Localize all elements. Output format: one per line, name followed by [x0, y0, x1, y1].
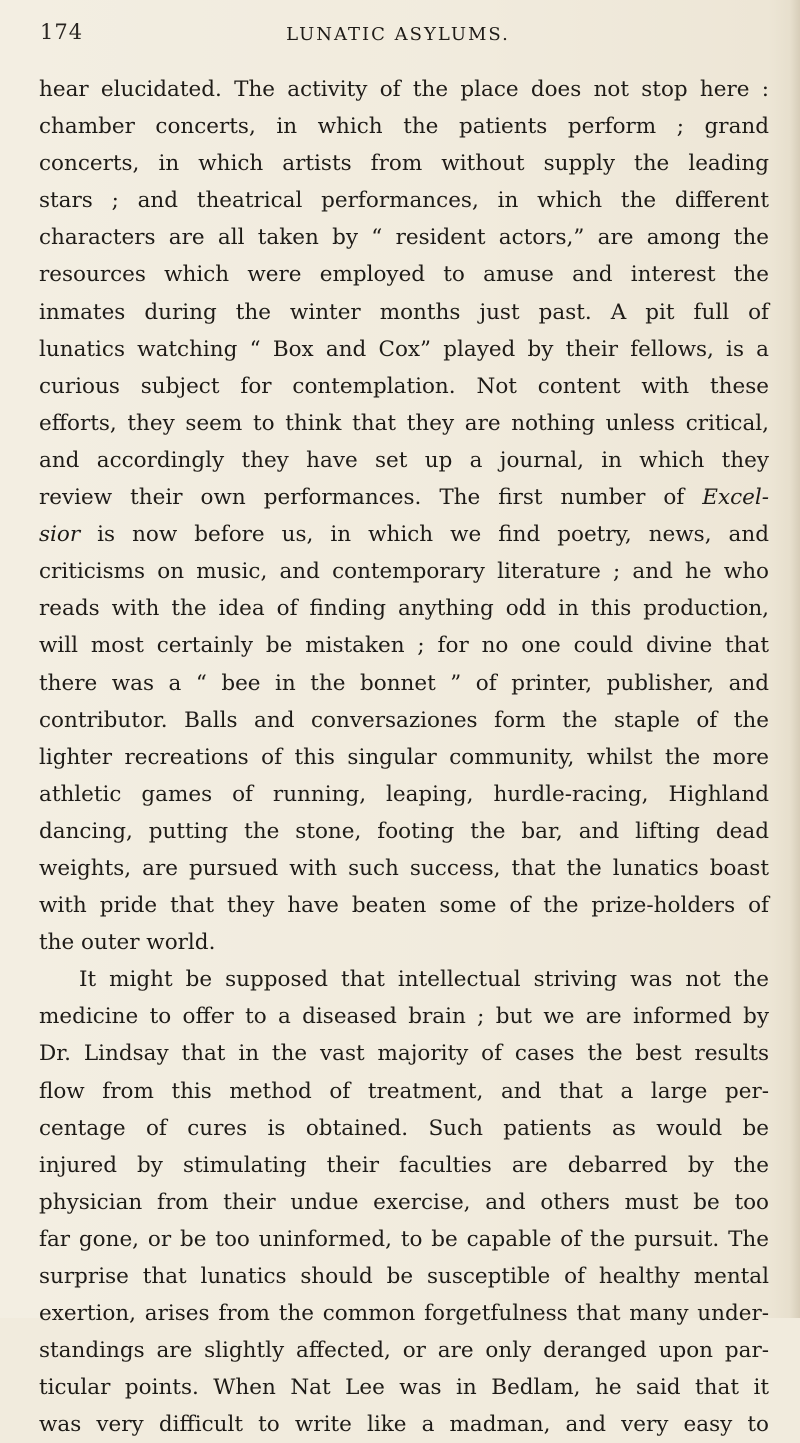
text-line: flow from this method of treatment, and that a large per- [39, 1078, 769, 1104]
page-edge-shadow [790, 0, 800, 1318]
text-line: exertion, arises from the common forgetfulness that many under- [39, 1301, 769, 1327]
text-line: weights, are pursued with such success, that the lunatics boast [39, 855, 769, 881]
text-line: hear elucidated. The activity of the place does not stop here : [39, 77, 769, 102]
text-line: and accordingly they have set up a journal, in which they [39, 447, 769, 473]
text-line: medicine to offer to a diseased brain ; but we are informed by [39, 1004, 769, 1030]
text-line: stars ; and theatrical performances, in which the different [39, 188, 769, 214]
text-line: centage of cures is obtained. Such patients as would be [39, 1115, 769, 1141]
text-line: lighter recreations of this singular community, whilst the more [39, 744, 769, 770]
text-line: with pride that they have beaten some of the prize-holders of [39, 893, 769, 919]
text-line: criticisms on music, and contemporary literature ; and he who [39, 559, 769, 585]
text-line: Dr. Lindsay that in the vast majority of cases the best results [39, 1041, 769, 1067]
text-line: ticular points. When Nat Lee was in Bedlam, he said that it [39, 1375, 769, 1401]
text-line: there was a “ bee in the bonnet ” of printer, publisher, and [39, 670, 769, 696]
page-number: 174 [40, 20, 84, 44]
text-line: contributor. Balls and conversaziones form the staple of the [39, 707, 769, 733]
text-line: was very difficult to write like a madman, and very easy to [39, 1412, 769, 1438]
text-line: sior is now before us, in which we find poetry, news, and [39, 522, 769, 548]
text-line: dancing, putting the stone, footing the bar, and lifting dead [39, 818, 769, 844]
text-line: surprise that lunatics should be susceptible of healthy mental [39, 1264, 769, 1289]
text-line: inmates during the winter months just past. A pit full of [39, 299, 769, 325]
text-line: review their own performances. The first number of Excel- [39, 485, 769, 511]
text-line: characters are all taken by “ resident actors,” are among the [39, 225, 769, 251]
body-text [39, 71, 769, 1443]
text-line: chamber concerts, in which the patients perform ; grand [39, 114, 769, 140]
text-line: athletic games of running, leaping, hurdle-racing, Highland [39, 781, 769, 807]
text-line: efforts, they seem to think that they are nothing unless critical, [39, 410, 769, 436]
text-line: far gone, or be too uninformed, to be capable of the pursuit. The [39, 1226, 769, 1252]
running-head [38, 20, 758, 54]
text-line: curious subject for contemplation. Not content with these [39, 373, 769, 399]
text-line: concerts, in which artists from without supply the leading [39, 151, 769, 177]
running-title: LUNATIC ASYLUMS. [286, 24, 510, 45]
text-line: lunatics watching “ Box and Cox” played by their fellows, is a [39, 336, 769, 362]
text-line: It might be supposed that intellectual striving was not the [79, 967, 769, 993]
text-line: resources which were employed to amuse and interest the [39, 262, 769, 288]
text-line: will most certainly be mistaken ; for no one could divine that [39, 633, 769, 659]
text-line: standings are slightly affected, or are only deranged upon par- [39, 1338, 769, 1364]
text-line: reads with the idea of finding anything odd in this production, [39, 596, 769, 622]
text-line: the outer world. [39, 930, 216, 956]
text-line: injured by stimulating their faculties are debarred by the [39, 1152, 769, 1178]
text-line: physician from their undue exercise, and others must be too [39, 1189, 769, 1215]
